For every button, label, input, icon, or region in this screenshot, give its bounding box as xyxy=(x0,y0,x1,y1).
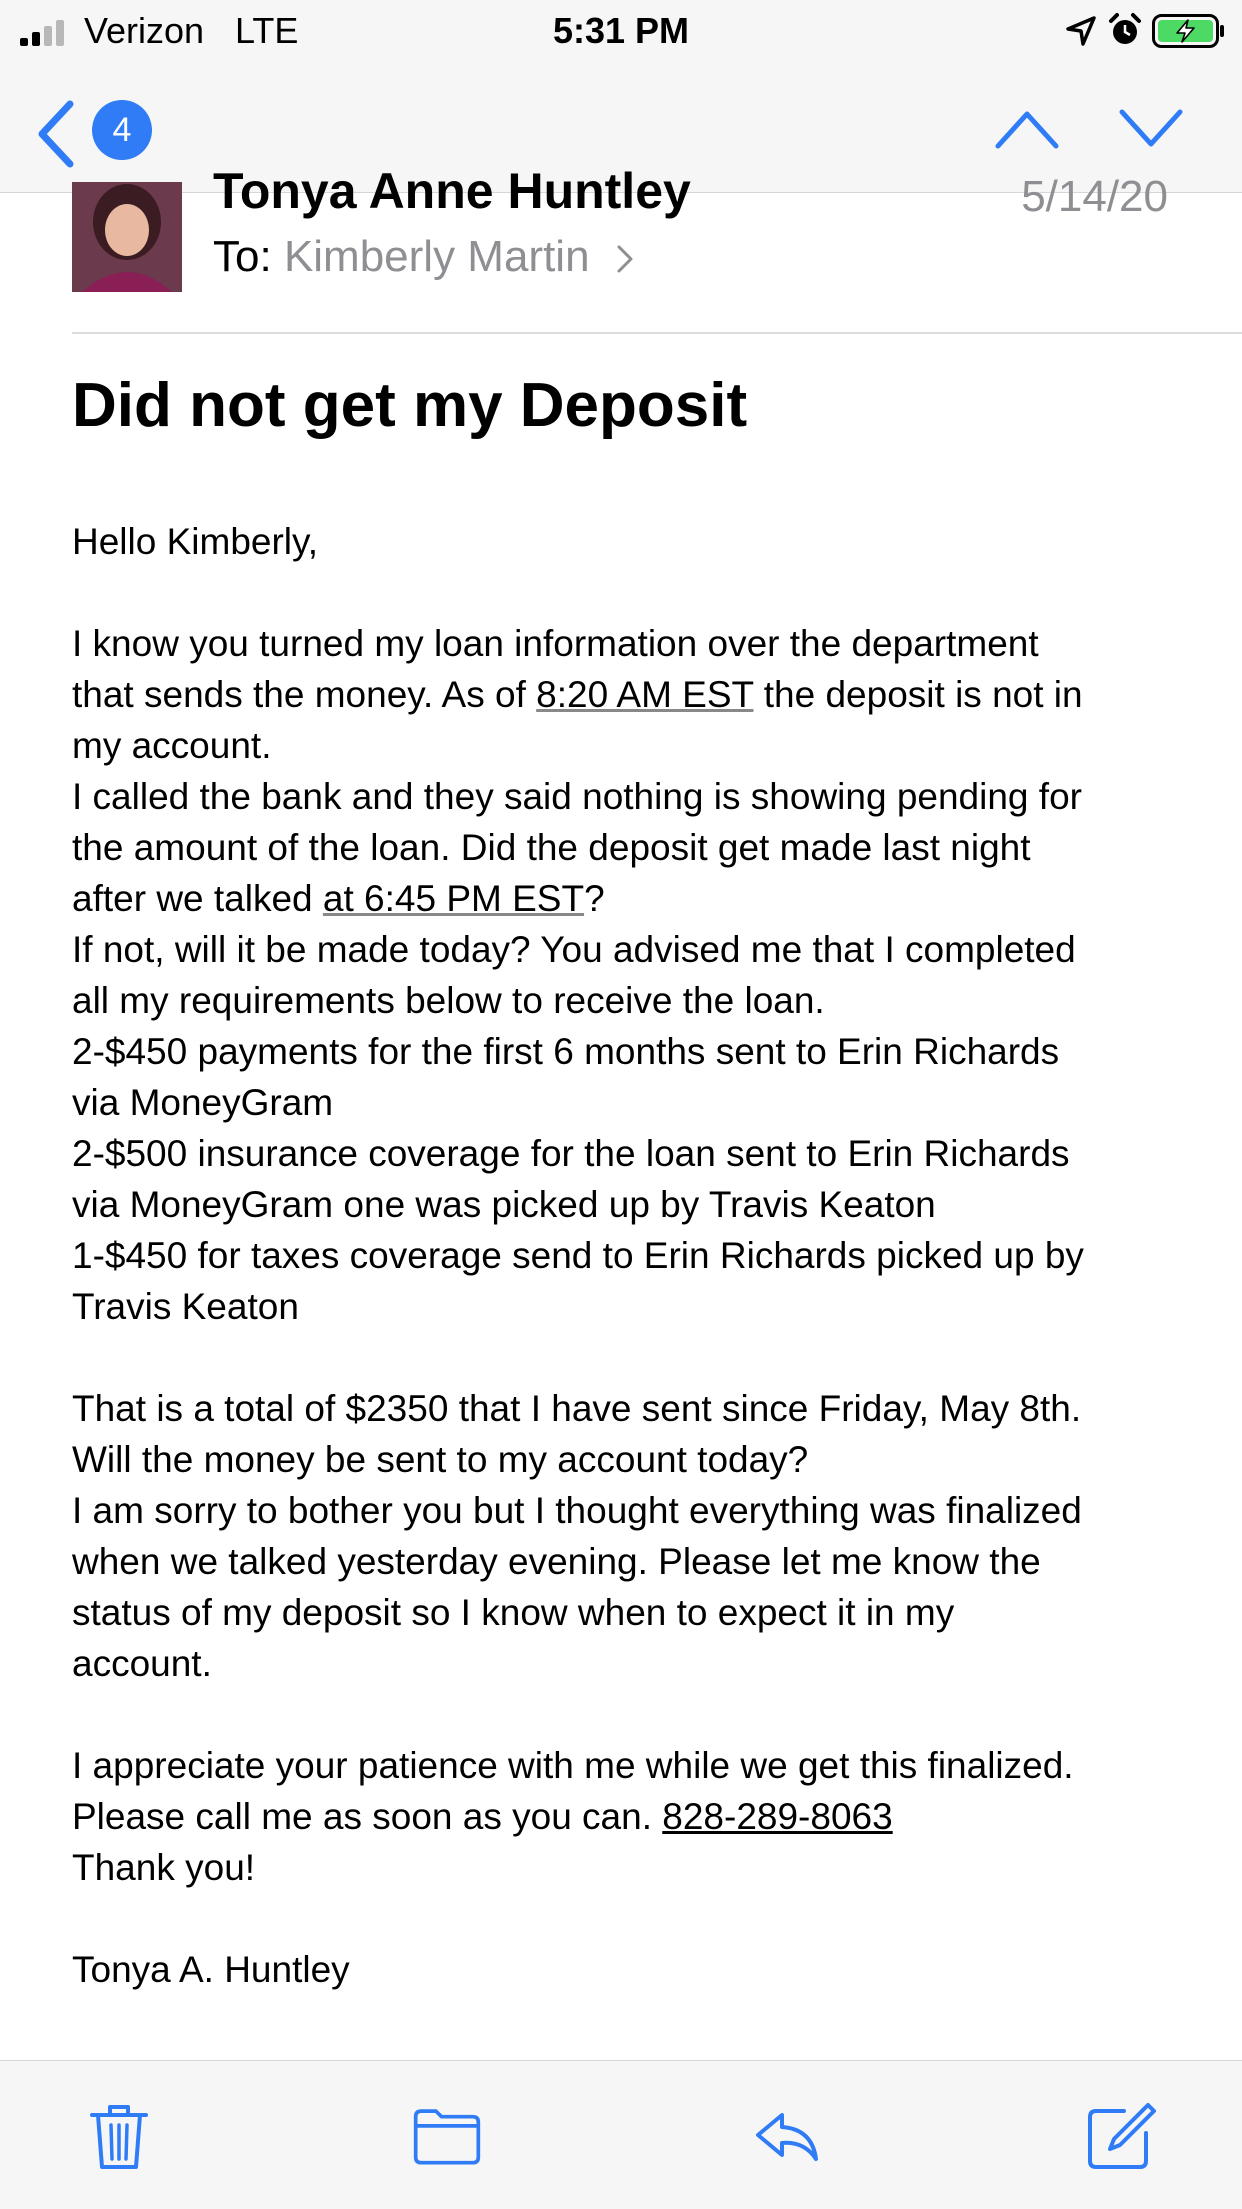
body-line: Please call me as soon as you can. 828-289-8063 xyxy=(72,1796,893,1837)
phone-number-link[interactable]: 828-289-8063 xyxy=(662,1796,893,1837)
body-greeting: Hello Kimberly, xyxy=(72,521,319,562)
sender-name: Tonya Anne Huntley xyxy=(213,163,691,219)
carrier-name: Verizon xyxy=(84,10,205,51)
move-to-folder-icon[interactable] xyxy=(412,2101,482,2171)
body-line: account. xyxy=(72,1643,212,1684)
header-divider xyxy=(72,332,1242,334)
battery-charging-icon xyxy=(1152,14,1226,48)
sender-avatar[interactable] xyxy=(72,182,182,292)
recipient-name[interactable]: Kimberly Martin xyxy=(283,232,590,281)
email-body xyxy=(72,516,1182,1995)
alarm-icon xyxy=(1107,12,1143,48)
time-link[interactable]: 8:20 AM EST xyxy=(536,674,754,715)
body-line: 1-$450 for taxes coverage send to Erin Richards picked up by xyxy=(72,1235,1084,1276)
unread-count-badge[interactable]: 4 xyxy=(92,100,152,160)
body-line: the amount of the loan. Did the deposit get made last night xyxy=(72,827,1031,868)
location-icon xyxy=(1064,14,1098,48)
body-line: If not, will it be made today? You advised me that I completed xyxy=(72,929,1076,970)
body-line: that sends the money. As of 8:20 AM EST the deposit is not in xyxy=(72,674,1083,715)
body-line: I called the bank and they said nothing is showing pending for xyxy=(72,776,1082,817)
reply-icon[interactable] xyxy=(752,2101,822,2171)
time-link[interactable]: at 6:45 PM EST xyxy=(322,878,585,919)
message-date: 5/14/20 xyxy=(1021,172,1168,221)
body-line: I know you turned my loan information over the department xyxy=(72,623,1039,664)
body-line: I am sorry to bother you but I thought everything was finalized xyxy=(72,1490,1082,1531)
chevron-right-icon xyxy=(616,244,634,274)
email-subject: Did not get my Deposit xyxy=(72,371,748,440)
compose-icon[interactable] xyxy=(1084,2101,1154,2171)
body-line: status of my deposit so I know when to expect it in my xyxy=(72,1592,955,1633)
body-line: via MoneyGram one was picked up by Travis Keaton xyxy=(72,1184,936,1225)
status-time: 5:31 PM xyxy=(552,10,690,51)
email-header xyxy=(0,163,1242,334)
body-line: That is a total of $2350 that I have sent since Friday, May 8th. xyxy=(72,1388,1082,1429)
body-line: Thank you! xyxy=(72,1847,256,1888)
bottom-toolbar xyxy=(0,2060,1242,2209)
previous-message-icon[interactable] xyxy=(994,102,1060,156)
body-line: after we talked at 6:45 PM EST? xyxy=(72,878,605,919)
next-message-icon[interactable] xyxy=(1118,102,1184,156)
trash-icon[interactable] xyxy=(84,2101,154,2171)
body-line: my account. xyxy=(72,725,272,766)
back-chevron-icon[interactable] xyxy=(34,98,78,170)
body-line: Travis Keaton xyxy=(72,1286,299,1327)
body-line: all my requirements below to receive the loan. xyxy=(72,980,825,1021)
body-line: via MoneyGram xyxy=(72,1082,334,1123)
to-label: To: xyxy=(213,232,272,281)
status-bar xyxy=(0,0,1242,62)
body-line: when we talked yesterday evening. Please let me know the xyxy=(72,1541,1041,1582)
body-line: 2-$500 insurance coverage for the loan sent to Erin Richards xyxy=(72,1133,1070,1174)
body-line: Will the money be sent to my account today? xyxy=(72,1439,809,1480)
network-type: LTE xyxy=(235,10,299,51)
body-line: I appreciate your patience with me while we get this finalized. xyxy=(72,1745,1074,1786)
body-line: 2-$450 payments for the first 6 months sent to Erin Richards xyxy=(72,1031,1060,1072)
recipient-line[interactable] xyxy=(213,232,634,282)
signature: Tonya A. Huntley xyxy=(72,1949,350,1990)
